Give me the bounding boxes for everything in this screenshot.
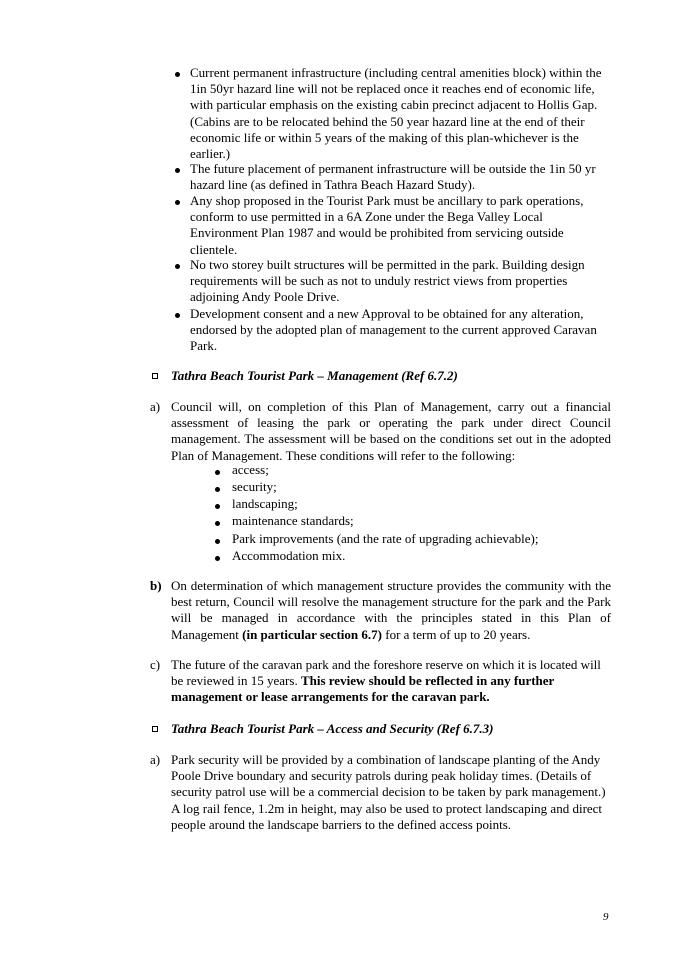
bullet-icon — [215, 470, 220, 475]
item-label: b) — [150, 578, 162, 593]
bullet-icon — [215, 539, 220, 544]
paragraph-c-emphasis: This review should be reflected in any further management or lease arrangements for the caravan park. — [171, 673, 555, 705]
checkbox-bullet-icon — [152, 726, 158, 732]
bullet-icon — [215, 504, 220, 509]
section-heading-access-security: Tathra Beach Tourist Park – Access and Security (Ref 6.7.3) — [171, 721, 494, 736]
paragraph-b-text: On determination of which management structure provides the community with the best return, Council will resolve the management structure for the park and the Park will be managed in accordance with the principles stated in this Plan of Management — [171, 578, 611, 642]
paragraph-access-a: Park security will be provided by a combination of landscape planting of the Andy Poole Drive boundary and security patrols during peak holiday times. (Details of security patrol use will be a commercial decision to be taken by park management.) A log rail fence, 1.2m in height, may also be used to protect landscaping and direct people around the landscape barriers to the defined access points. — [171, 752, 606, 832]
bullet-icon — [215, 487, 220, 492]
paragraph-b — [171, 578, 611, 643]
bullet-icon — [175, 200, 180, 205]
bullet-item: No two storey built structures will be permitted in the park. Building design requirements will be such as not to unduly restrict views from properties adjoining Andy Poole Drive. — [190, 257, 585, 305]
condition-item: Accommodation mix. — [232, 548, 346, 563]
bullet-icon — [175, 264, 180, 269]
paragraph-a: Council will, on completion of this Plan of Management, carry out a financial assessment of leasing the park or operating the park under direct Council management. The assessment will be based on the conditions set out in the adopted Plan of Management. These conditions will refer to the following: — [171, 399, 611, 463]
paragraph-c — [171, 657, 611, 706]
condition-item: security; — [232, 479, 277, 494]
bullet-item: Development consent and a new Approval to be obtained for any alteration, endorsed by the adopted plan of management to the current approved Caravan Park. — [190, 306, 597, 354]
checkbox-bullet-icon — [152, 373, 158, 379]
condition-item: maintenance standards; — [232, 513, 354, 528]
condition-item: Park improvements (and the rate of upgrading achievable); — [232, 531, 539, 546]
paragraph-c-text: The future of the caravan park and the foreshore reserve on which it is located will be reviewed in 15 years. — [171, 657, 601, 689]
item-label: c) — [150, 657, 161, 672]
bullet-item: The future placement of permanent infrastructure will be outside the 1in 50 yr hazard line (as defined in Tathra Beach Hazard Study). — [190, 161, 596, 193]
condition-item: access; — [232, 462, 269, 477]
item-label: a) — [150, 752, 161, 767]
condition-item: landscaping; — [232, 496, 298, 511]
bullet-item: Current permanent infrastructure (including central amenities block) within the 1in 50yr hazard line will not be replaced once it reaches end of economic life, with particular emphasis on the existing cabin precinct adjacent to Hollis Gap. (Cabins are to be relocated behind the 50 year hazard line at the end of their economic life or within 5 years of the making of this plan-whichever is the earlier.) — [190, 65, 602, 162]
bullet-icon — [175, 72, 180, 77]
bullet-icon — [175, 168, 180, 173]
bullet-icon — [215, 521, 220, 526]
paragraph-b-emphasis: (in particular section 6.7) — [242, 626, 382, 642]
item-label: a) — [150, 399, 161, 414]
bullet-icon — [215, 556, 220, 561]
paragraph-b-text-end: for a term of up to 20 years. — [381, 626, 531, 642]
bullet-icon — [175, 313, 180, 318]
section-heading-management: Tathra Beach Tourist Park – Management (Ref 6.7.2) — [171, 368, 458, 383]
bullet-item: Any shop proposed in the Tourist Park must be ancillary to park operations, conform to use permitted in a 6A Zone under the Bega Valley Local Environment Plan 1987 and would be prohibited from servicing outside clientele. — [190, 193, 584, 257]
page-number: 9 — [603, 911, 609, 923]
